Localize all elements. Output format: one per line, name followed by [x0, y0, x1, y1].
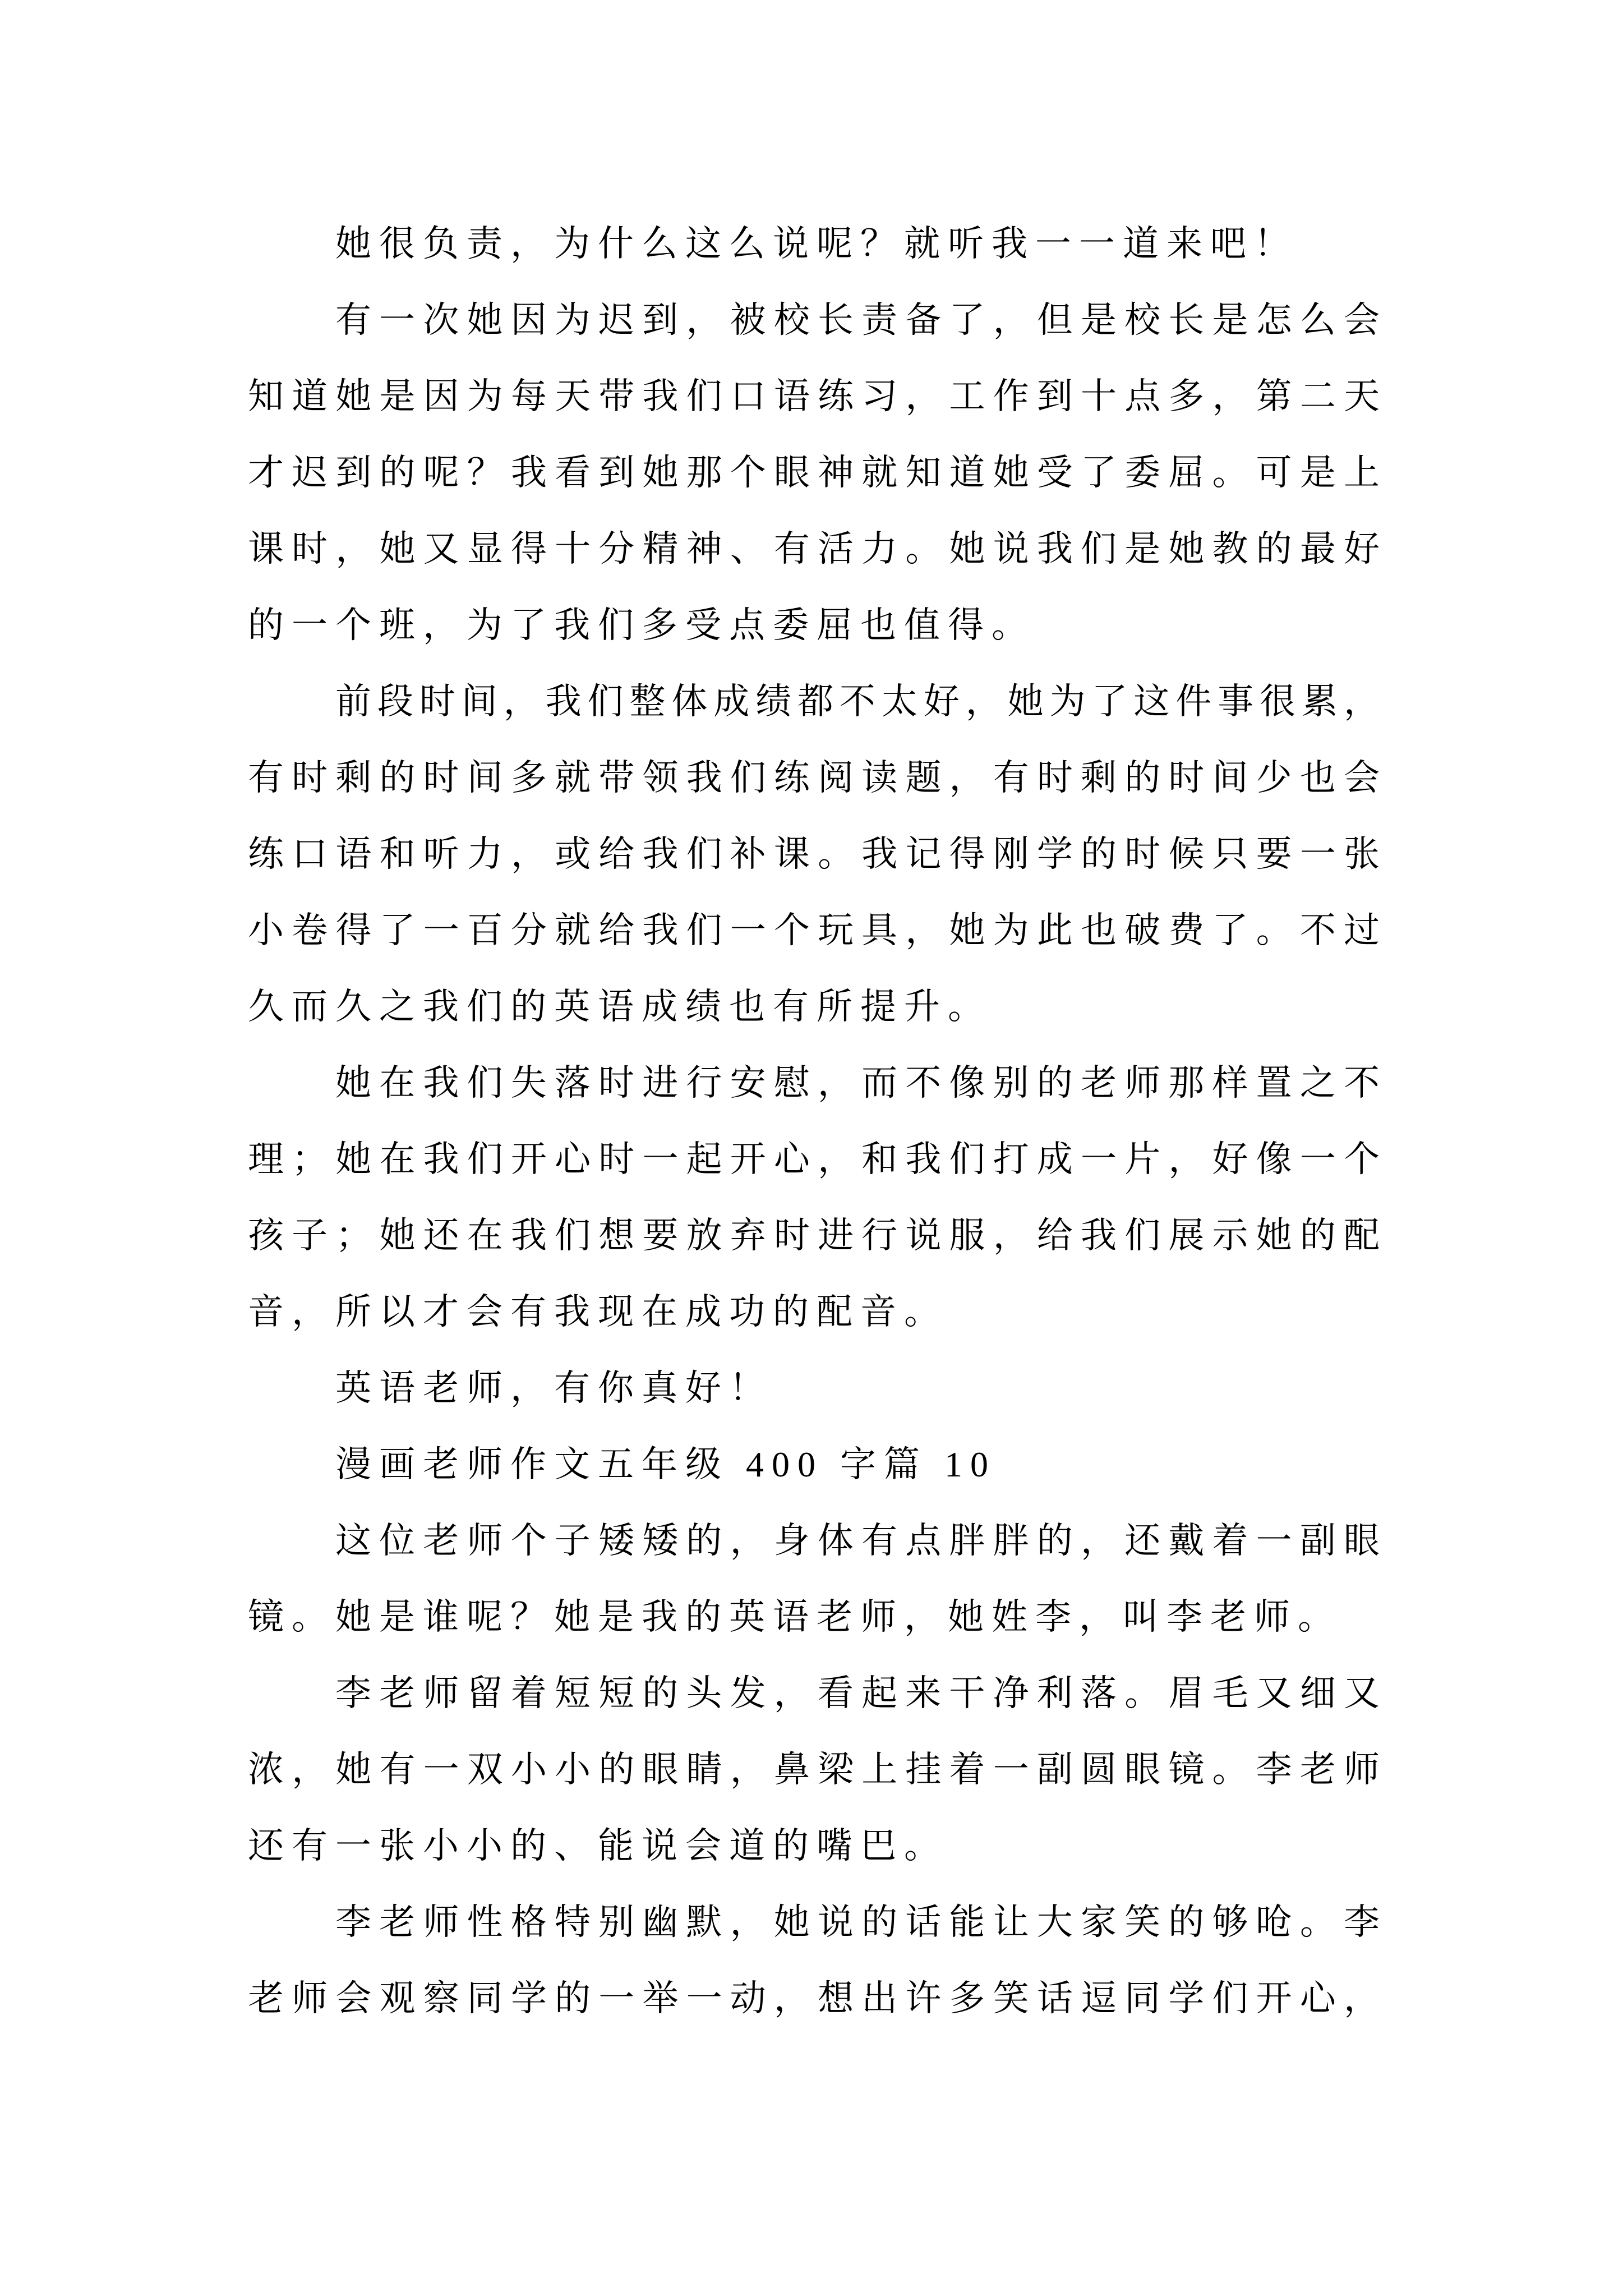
text-line: 李老师留着短短的头发，看起来干净利落。眉毛又细又 [335, 1673, 1385, 1713]
essay-text-block [248, 206, 1385, 2037]
text-line: 课时，她又显得十分精神、有活力。她说我们是她教的最好 [248, 529, 1385, 569]
section-heading-line: 漫画老师作文五年级 400 字篇 10 [335, 1444, 996, 1484]
text-line: 有时剩的时间多就带领我们练阅读题，有时剩的时间少也会 [248, 758, 1385, 798]
text-line: 浓，她有一双小小的眼睛，鼻梁上挂着一副圆眼镜。李老师 [248, 1750, 1385, 1789]
text-line: 有一次她因为迟到，被校长责备了，但是校长是怎么会 [335, 300, 1385, 340]
text-line: 知道她是因为每天带我们口语练习，工作到十点多，第二天 [248, 376, 1385, 416]
text-line: 练口语和听力，或给我们补课。我记得刚学的时候只要一张 [248, 834, 1385, 874]
text-line: 孩子；她还在我们想要放弃时进行说服，给我们展示她的配 [248, 1216, 1385, 1255]
text-line: 久而久之我们的英语成绩也有所提升。 [248, 987, 992, 1027]
text-line: 还有一张小小的、能说会道的嘴巴。 [248, 1826, 948, 1866]
text-line: 理；她在我们开心时一起开心，和我们打成一片，好像一个 [248, 1139, 1385, 1179]
text-line: 李老师性格特别幽默，她说的话能让大家笑的够呛。李 [335, 1902, 1385, 1942]
text-line: 小卷得了一百分就给我们一个玩具，她为此也破费了。不过 [248, 910, 1385, 950]
text-line: 英语老师，有你真好！ [335, 1368, 773, 1408]
text-line: 她很负责，为什么这么说呢？就听我一一道来吧！ [335, 224, 1298, 264]
text-line: 的一个班，为了我们多受点委屈也值得。 [248, 605, 1035, 645]
text-line: 这位老师个子矮矮的，身体有点胖胖的，还戴着一副眼 [335, 1521, 1385, 1561]
text-line: 音，所以才会有我现在成功的配音。 [248, 1292, 948, 1332]
text-line: 老师会观察同学的一举一动，想出许多笑话逗同学们开心， [248, 1978, 1385, 2018]
text-line: 才迟到的呢？我看到她那个眼神就知道她受了委屈。可是上 [248, 453, 1385, 493]
text-line: 她在我们失落时进行安慰，而不像别的老师那样置之不 [335, 1063, 1385, 1103]
text-line: 镜。她是谁呢？她是我的英语老师，她姓李，叫李老师。 [248, 1597, 1341, 1637]
text-line: 前段时间，我们整体成绩都不太好，她为了这件事很累， [335, 682, 1385, 721]
